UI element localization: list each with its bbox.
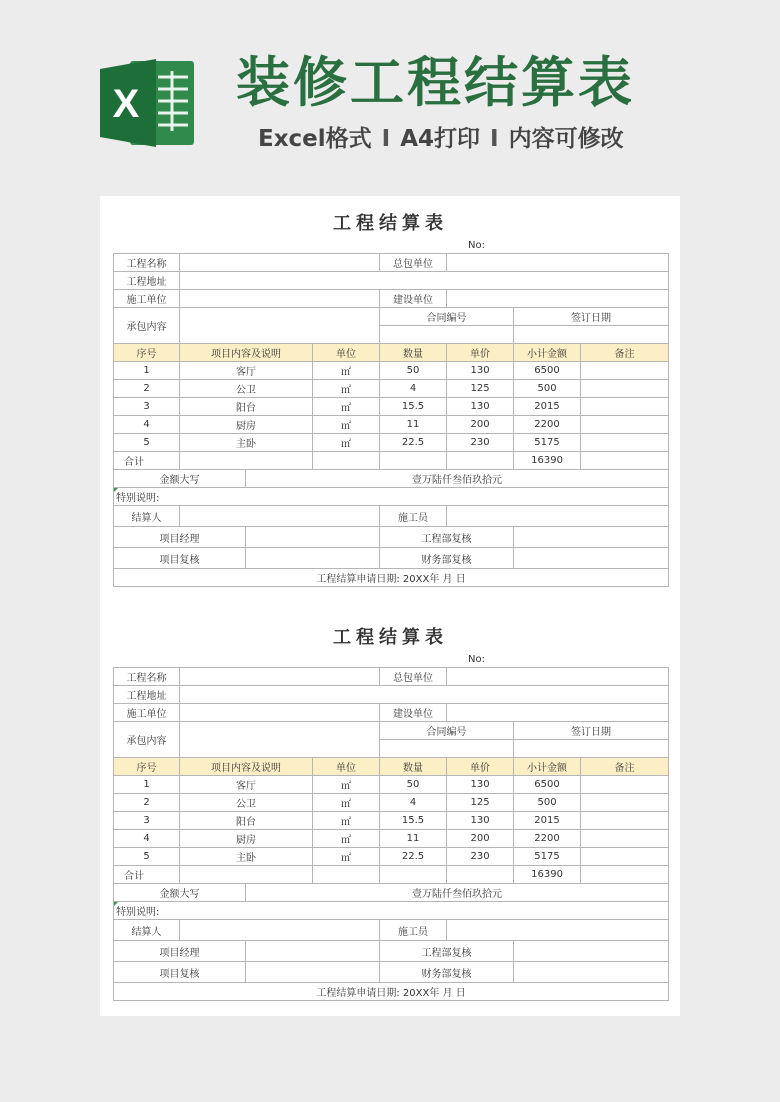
col-header-item: 项目内容及说明 <box>180 344 313 362</box>
apply-date-row <box>114 983 669 1001</box>
signature-row <box>114 920 669 941</box>
label-construction-unit: 施工单位 <box>114 290 180 308</box>
row-item[interactable]: 厨房 <box>180 830 313 848</box>
form-number-label: No: <box>468 240 485 251</box>
label-contract-no: 合同编号 <box>380 308 514 326</box>
sign-date-cell[interactable] <box>514 326 669 344</box>
label-project-name: 工程名称 <box>114 668 180 686</box>
worker-cell[interactable] <box>447 920 669 941</box>
col-header-qty: 数量 <box>380 758 447 776</box>
row-unit[interactable]: ㎡ <box>313 794 380 812</box>
row-qty[interactable]: 50 <box>380 362 447 380</box>
label-project-review: 项目复核 <box>114 962 246 983</box>
col-header-unit: 单位 <box>313 344 380 362</box>
label-build-unit: 建设单位 <box>380 290 447 308</box>
settler-cell[interactable] <box>180 920 380 941</box>
row-remark[interactable] <box>581 776 669 794</box>
row-price[interactable]: 130 <box>447 398 514 416</box>
column-header-row <box>114 344 669 362</box>
table-row <box>114 362 669 380</box>
construction-unit-cell[interactable] <box>180 704 380 722</box>
table-row <box>114 848 669 866</box>
project-manager-cell[interactable] <box>246 527 380 548</box>
row-unit[interactable]: ㎡ <box>313 812 380 830</box>
finance-review-cell[interactable] <box>514 548 669 569</box>
special-note-row <box>114 488 669 506</box>
total-row <box>114 452 669 470</box>
row-remark[interactable] <box>581 362 669 380</box>
special-note[interactable]: 特别说明: <box>114 902 669 920</box>
total-blank[interactable] <box>313 452 380 470</box>
label-sign-date: 签订日期 <box>514 308 669 326</box>
row-qty[interactable]: 15.5 <box>380 398 447 416</box>
label-settler: 结算人 <box>114 920 180 941</box>
row-qty[interactable]: 4 <box>380 794 447 812</box>
table-row <box>114 704 669 722</box>
apply-date[interactable]: 工程结算申请日期: 20XX年 月 日 <box>114 569 669 587</box>
row-no[interactable]: 1 <box>114 362 180 380</box>
label-project-address: 工程地址 <box>114 272 180 290</box>
row-remark[interactable] <box>581 416 669 434</box>
total-blank[interactable] <box>380 452 447 470</box>
subtitle-print: A4打印 <box>400 126 481 152</box>
row-unit[interactable]: ㎡ <box>313 434 380 452</box>
worker-cell[interactable] <box>447 506 669 527</box>
table-row <box>114 434 669 452</box>
engineering-review-cell[interactable] <box>514 941 669 962</box>
row-no[interactable]: 2 <box>114 380 180 398</box>
col-header-remark: 备注 <box>581 344 669 362</box>
col-header-price: 单价 <box>447 344 514 362</box>
row-remark[interactable] <box>581 380 669 398</box>
amount-words-cell[interactable]: 壹万陆仟叁佰玖拾元 <box>246 470 669 488</box>
general-contractor-cell[interactable] <box>447 668 669 686</box>
label-sign-date: 签订日期 <box>514 722 669 740</box>
total-blank[interactable] <box>180 866 313 884</box>
row-item[interactable]: 主卧 <box>180 434 313 452</box>
label-project-name: 工程名称 <box>114 254 180 272</box>
row-qty[interactable]: 22.5 <box>380 434 447 452</box>
row-no[interactable]: 4 <box>114 830 180 848</box>
label-general-contractor: 总包单位 <box>380 668 447 686</box>
contract-content-cell[interactable] <box>180 308 380 344</box>
row-unit[interactable]: ㎡ <box>313 362 380 380</box>
row-qty[interactable]: 4 <box>380 380 447 398</box>
label-project-manager: 项目经理 <box>114 527 246 548</box>
build-unit-cell[interactable] <box>447 290 669 308</box>
row-item[interactable]: 客厅 <box>180 776 313 794</box>
row-price[interactable]: 230 <box>447 434 514 452</box>
settlement-form <box>113 210 668 587</box>
row-remark[interactable] <box>581 830 669 848</box>
label-project-address: 工程地址 <box>114 686 180 704</box>
table-row <box>114 398 669 416</box>
row-no[interactable]: 5 <box>114 848 180 866</box>
apply-date[interactable]: 工程结算申请日期: 20XX年 月 日 <box>114 983 669 1001</box>
row-subtotal[interactable]: 2200 <box>514 416 581 434</box>
contract-no-cell[interactable] <box>380 740 514 758</box>
label-contract-content: 承包内容 <box>114 308 180 344</box>
label-general-contractor: 总包单位 <box>380 254 447 272</box>
row-remark[interactable] <box>581 398 669 416</box>
row-item[interactable]: 客厅 <box>180 362 313 380</box>
row-subtotal[interactable]: 500 <box>514 380 581 398</box>
label-contract-content: 承包内容 <box>114 722 180 758</box>
project-address-cell[interactable] <box>180 686 669 704</box>
engineering-review-cell[interactable] <box>514 527 669 548</box>
table-row <box>114 776 669 794</box>
row-item[interactable]: 公卫 <box>180 380 313 398</box>
settler-cell[interactable] <box>180 506 380 527</box>
table-row <box>114 794 669 812</box>
project-review-cell[interactable] <box>246 548 380 569</box>
row-price[interactable]: 125 <box>447 380 514 398</box>
subtitle-separator: I <box>381 126 391 152</box>
label-project-manager: 项目经理 <box>114 941 246 962</box>
sign-date-cell[interactable] <box>514 740 669 758</box>
row-price[interactable]: 200 <box>447 416 514 434</box>
row-item[interactable]: 阳台 <box>180 812 313 830</box>
main-title: 装修工程结算表 <box>236 51 635 114</box>
label-contract-no: 合同编号 <box>380 722 514 740</box>
row-subtotal[interactable]: 2015 <box>514 812 581 830</box>
signature-row <box>114 548 669 569</box>
label-engineering-review: 工程部复核 <box>380 941 514 962</box>
row-unit[interactable]: ㎡ <box>313 830 380 848</box>
row-subtotal[interactable]: 2015 <box>514 398 581 416</box>
form-number-label: No: <box>468 654 485 665</box>
label-construction-unit: 施工单位 <box>114 704 180 722</box>
project-name-cell[interactable] <box>180 254 380 272</box>
row-no[interactable]: 4 <box>114 416 180 434</box>
total-blank[interactable] <box>447 452 514 470</box>
col-header-subtotal: 小计金额 <box>514 758 581 776</box>
col-header-item: 项目内容及说明 <box>180 758 313 776</box>
row-subtotal[interactable]: 2200 <box>514 830 581 848</box>
signature-row <box>114 941 669 962</box>
signature-row <box>114 506 669 527</box>
signature-row <box>114 527 669 548</box>
row-subtotal[interactable]: 6500 <box>514 362 581 380</box>
document-sheet <box>100 196 680 1016</box>
row-subtotal[interactable]: 500 <box>514 794 581 812</box>
label-project-review: 项目复核 <box>114 548 246 569</box>
col-header-no: 序号 <box>114 758 180 776</box>
settlement-form <box>113 624 668 1001</box>
row-item[interactable]: 公卫 <box>180 794 313 812</box>
form-title: 工程结算表 <box>333 627 448 648</box>
total-remark[interactable] <box>581 866 669 884</box>
table-row <box>114 308 669 326</box>
table-row <box>114 380 669 398</box>
table-row <box>114 290 669 308</box>
table-row <box>114 686 669 704</box>
form-title: 工程结算表 <box>333 213 448 234</box>
project-review-cell[interactable] <box>246 962 380 983</box>
label-engineering-review: 工程部复核 <box>380 527 514 548</box>
total-blank[interactable] <box>380 866 447 884</box>
row-price[interactable]: 200 <box>447 830 514 848</box>
table-row <box>114 668 669 686</box>
row-remark[interactable] <box>581 812 669 830</box>
label-finance-review: 财务部复核 <box>380 962 514 983</box>
row-remark[interactable] <box>581 794 669 812</box>
row-subtotal[interactable]: 6500 <box>514 776 581 794</box>
excel-icon <box>100 55 198 151</box>
total-value[interactable]: 16390 <box>514 866 581 884</box>
col-header-qty: 数量 <box>380 344 447 362</box>
row-qty[interactable]: 11 <box>380 416 447 434</box>
row-price[interactable]: 230 <box>447 848 514 866</box>
row-qty[interactable]: 22.5 <box>380 848 447 866</box>
project-name-cell[interactable] <box>180 668 380 686</box>
finance-review-cell[interactable] <box>514 962 669 983</box>
row-subtotal[interactable]: 5175 <box>514 848 581 866</box>
amount-words-row <box>114 884 669 902</box>
row-item[interactable]: 阳台 <box>180 398 313 416</box>
col-header-remark: 备注 <box>581 758 669 776</box>
settlement-table <box>113 667 669 1001</box>
row-price[interactable]: 130 <box>447 362 514 380</box>
table-row <box>114 812 669 830</box>
subtitle-separator: I <box>490 126 499 152</box>
amount-words-row <box>114 470 669 488</box>
row-unit[interactable]: ㎡ <box>313 398 380 416</box>
label-settler: 结算人 <box>114 506 180 527</box>
banner <box>0 0 780 195</box>
row-no[interactable]: 5 <box>114 434 180 452</box>
row-no[interactable]: 3 <box>114 398 180 416</box>
subtitle <box>258 124 624 154</box>
project-manager-cell[interactable] <box>246 941 380 962</box>
total-remark[interactable] <box>581 452 669 470</box>
col-header-no: 序号 <box>114 344 180 362</box>
contract-content-cell[interactable] <box>180 722 380 758</box>
row-price[interactable]: 130 <box>447 776 514 794</box>
general-contractor-cell[interactable] <box>447 254 669 272</box>
row-unit[interactable]: ㎡ <box>313 416 380 434</box>
build-unit-cell[interactable] <box>447 704 669 722</box>
row-no[interactable]: 2 <box>114 794 180 812</box>
col-header-unit: 单位 <box>313 758 380 776</box>
total-value[interactable]: 16390 <box>514 452 581 470</box>
special-note[interactable]: 特别说明: <box>114 488 669 506</box>
row-unit[interactable]: ㎡ <box>313 848 380 866</box>
total-blank[interactable] <box>447 866 514 884</box>
row-subtotal[interactable]: 5175 <box>514 434 581 452</box>
label-amount-words: 金额大写 <box>114 884 246 902</box>
row-price[interactable]: 130 <box>447 812 514 830</box>
table-row <box>114 416 669 434</box>
special-note-row <box>114 902 669 920</box>
column-header-row <box>114 758 669 776</box>
row-no[interactable]: 1 <box>114 776 180 794</box>
contract-no-cell[interactable] <box>380 326 514 344</box>
apply-date-row <box>114 569 669 587</box>
amount-words-cell[interactable]: 壹万陆仟叁佰玖拾元 <box>246 884 669 902</box>
total-row <box>114 866 669 884</box>
table-row <box>114 254 669 272</box>
row-unit[interactable]: ㎡ <box>313 776 380 794</box>
svg-text:X: X <box>112 82 140 126</box>
subtitle-editable: 内容可修改 <box>508 126 624 152</box>
row-remark[interactable] <box>581 848 669 866</box>
settlement-table <box>113 253 669 587</box>
total-label: 合计 <box>114 452 180 470</box>
total-blank[interactable] <box>313 866 380 884</box>
label-worker: 施工员 <box>380 920 447 941</box>
col-header-price: 单价 <box>447 758 514 776</box>
row-item[interactable]: 主卧 <box>180 848 313 866</box>
row-remark[interactable] <box>581 434 669 452</box>
row-qty[interactable]: 15.5 <box>380 812 447 830</box>
col-header-subtotal: 小计金额 <box>514 344 581 362</box>
total-label: 合计 <box>114 866 180 884</box>
label-finance-review: 财务部复核 <box>380 548 514 569</box>
row-qty[interactable]: 11 <box>380 830 447 848</box>
label-amount-words: 金额大写 <box>114 470 246 488</box>
row-unit[interactable]: ㎡ <box>313 380 380 398</box>
project-address-cell[interactable] <box>180 272 669 290</box>
table-row <box>114 830 669 848</box>
table-row <box>114 272 669 290</box>
row-price[interactable]: 125 <box>447 794 514 812</box>
label-build-unit: 建设单位 <box>380 704 447 722</box>
total-blank[interactable] <box>180 452 313 470</box>
subtitle-format: Excel格式 <box>258 126 372 152</box>
table-row <box>114 722 669 740</box>
construction-unit-cell[interactable] <box>180 290 380 308</box>
row-qty[interactable]: 50 <box>380 776 447 794</box>
row-item[interactable]: 厨房 <box>180 416 313 434</box>
row-no[interactable]: 3 <box>114 812 180 830</box>
signature-row <box>114 962 669 983</box>
label-worker: 施工员 <box>380 506 447 527</box>
